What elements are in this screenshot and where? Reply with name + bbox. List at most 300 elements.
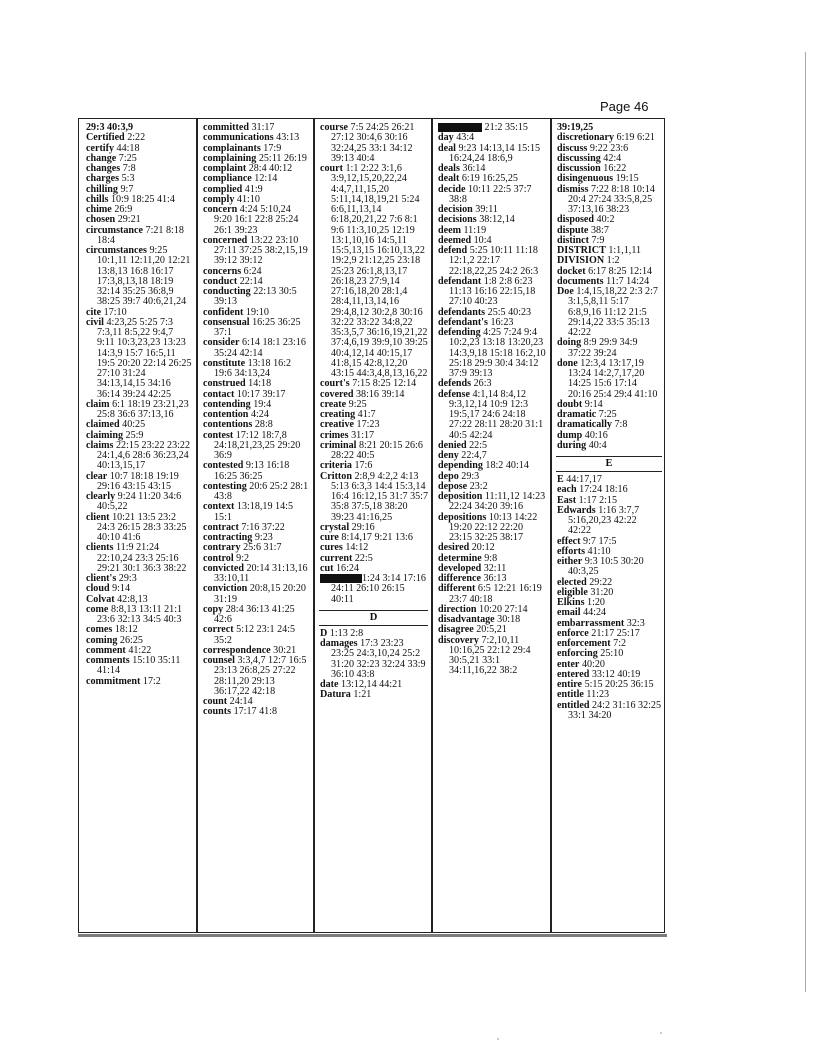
index-page-refs: 11:23 xyxy=(583,689,610,701)
index-entry xyxy=(319,472,428,523)
word-index-table xyxy=(78,118,665,933)
index-entry xyxy=(202,584,310,605)
index-page-refs: 29:3 xyxy=(458,470,480,482)
index-column-3 xyxy=(319,123,428,928)
index-page-refs: 38:12,14 xyxy=(476,214,515,226)
index-term: copy xyxy=(203,603,224,615)
index-page-refs: 17:6 xyxy=(351,460,373,472)
index-page-refs: 20:12 xyxy=(469,542,495,554)
index-page-refs: 40:16 xyxy=(582,429,608,441)
index-term: doing xyxy=(557,337,582,349)
index-page-refs: 25:9 xyxy=(123,429,144,441)
index-term: contrary xyxy=(203,542,241,554)
index-term: cures xyxy=(320,542,343,554)
index-page-refs: 42:4 xyxy=(600,152,622,164)
index-page-refs: 14:18 xyxy=(245,378,272,390)
index-letter-heading: E xyxy=(556,456,662,472)
index-term: effect xyxy=(557,535,581,547)
index-page-refs: 10:13 14:22 19:20 22:12 22:20 23:15 32:25 38:17 xyxy=(449,511,538,543)
index-term: court xyxy=(320,163,343,174)
index-page-refs: 25:11 26:19 xyxy=(256,152,307,164)
index-term: defends xyxy=(438,378,472,390)
index-term: chosen xyxy=(86,214,116,226)
index-entry xyxy=(85,605,193,626)
index-page-refs: 44:17,17 xyxy=(563,474,602,485)
index-page-refs: 7:5 24:25 26:21 27:12 30:4,6 30:16 32:24,25 33:1 34:12 39:13 40:4 xyxy=(331,122,415,164)
index-term: enforce xyxy=(557,627,589,639)
index-term: criminal xyxy=(320,439,357,451)
redaction-block xyxy=(438,123,482,132)
index-page-refs: 16:22 xyxy=(600,163,627,174)
index-page-refs: 17:3 23:23 23:25 24:3,10,24 25:2 31:20 32:23 32:24 33:9 36:10 43:8 xyxy=(331,638,426,680)
index-page-refs: 8:8,13 13:11 21:1 23:6 32:13 34:5 40:3 xyxy=(97,603,183,625)
index-term: contesting xyxy=(203,480,247,492)
index-page-refs: 7:2,10,11 10:16,25 22:12 29:4 30:5,21 33:1 34:11,16,22 38:2 xyxy=(449,634,531,677)
index-term: correspondence xyxy=(203,644,271,656)
index-page-refs: 17:12 18:7,8 24:18,21,23,25 29:20 36:9 xyxy=(214,429,301,461)
index-page-refs: 13:18 16:2 19:6 34:13,24 xyxy=(214,357,292,379)
index-term: comment xyxy=(86,644,126,656)
index-term: email xyxy=(557,607,581,619)
index-page-refs: 40:20 xyxy=(579,658,605,670)
index-entry xyxy=(85,318,193,400)
index-term: denied xyxy=(438,439,467,451)
index-page-refs: 28:4 40:12 xyxy=(246,163,293,174)
index-term: depositions xyxy=(438,511,487,523)
index-entry xyxy=(85,441,193,472)
index-term: covered xyxy=(320,388,354,400)
index-entry xyxy=(319,164,428,379)
index-term: disagree xyxy=(438,624,474,636)
index-term: complainants xyxy=(203,142,261,154)
index-entry xyxy=(85,513,193,544)
index-term: dump xyxy=(557,429,583,441)
index-page-refs: 13:18,19 14:5 15:1 xyxy=(214,501,293,523)
index-page-refs: 12:14 xyxy=(251,173,278,185)
index-term: decisions xyxy=(438,214,477,226)
index-term: cite xyxy=(86,306,102,318)
index-entry xyxy=(85,226,193,247)
index-term: chime xyxy=(86,204,112,215)
index-page-refs: 40:2 xyxy=(594,214,615,226)
index-entry xyxy=(437,513,547,544)
index-page-refs: 30:21 xyxy=(270,644,297,656)
index-term: decision xyxy=(438,204,473,215)
index-term: cloud xyxy=(86,583,110,595)
index-entry xyxy=(202,359,310,380)
index-term: defend xyxy=(438,245,468,256)
index-entry xyxy=(202,318,310,339)
index-page-refs: 36:14 xyxy=(459,163,486,174)
index-page-refs: 18:2 40:14 xyxy=(482,460,529,472)
index-page-refs: 40:25 xyxy=(119,419,146,431)
index-page-refs: 17:10 xyxy=(101,306,127,318)
index-entry xyxy=(556,701,662,722)
index-term: enforcement xyxy=(557,638,611,649)
index-entry xyxy=(202,431,310,462)
index-page-refs: 29:16 xyxy=(349,521,375,533)
index-page-refs: 9:24 11:20 34:6 40:5,22 xyxy=(97,491,182,513)
index-page-refs: 2:8,9 4:2,2 4:13 5:13 6:3,3 14:4 15:3,14 16:4 16:12,15 31:7 35:7 35:8 37:5,18 38:20 39:23 41:16,25 xyxy=(331,470,429,523)
index-letter-heading: D xyxy=(319,610,428,626)
index-page-refs: 2:22 xyxy=(124,132,146,144)
index-term: Doe xyxy=(557,286,574,297)
column-divider xyxy=(196,119,198,932)
index-entry xyxy=(556,287,662,338)
index-entry xyxy=(85,246,193,308)
index-page-refs: 6:14 18:1 23:16 35:24 42:14 xyxy=(214,337,306,359)
index-entry xyxy=(319,574,428,605)
index-term: discussing xyxy=(557,152,601,164)
index-page-refs: 10:21 13:5 23:2 24:3 26:15 28:3 33:25 40:10 41:6 xyxy=(97,511,187,543)
index-page-refs: 6:19 6:21 xyxy=(614,132,655,144)
index-page-refs: 7:21 8:18 18:4 xyxy=(97,224,184,246)
index-page-refs: 16:24 xyxy=(333,562,359,574)
index-term: current xyxy=(320,552,353,564)
index-term: Critton xyxy=(320,470,352,482)
index-page-refs: 8:21 20:15 26:6 28:22 40:5 xyxy=(331,439,423,461)
index-term: decide xyxy=(438,183,466,195)
index-term: concerns xyxy=(203,265,242,277)
index-entry xyxy=(319,690,428,700)
column-divider xyxy=(313,119,315,932)
index-page-refs: 5:3 xyxy=(119,173,135,185)
index-term: crimes xyxy=(320,429,349,441)
index-page-refs: 6:1 18:19 23:21,23 25:8 36:6 37:13,16 xyxy=(97,398,189,420)
index-entry xyxy=(202,287,310,308)
index-page-refs: 9:2 xyxy=(233,552,250,564)
index-term: dramatic xyxy=(557,409,597,420)
index-term: comply xyxy=(203,193,235,205)
index-page-refs: 28:8 xyxy=(252,419,273,431)
index-page-refs: 3:3,4,7 12:7 16:5 23:13 26:8,25 27:22 28:11,20 29:13 36:17,22 42:18 xyxy=(214,655,307,697)
index-page-refs: 4:1,14 8:4,12 9:3,12,14 10:9 12:3 19:5,17 24:6 24:18 27:22 28:11 28:20 31:1 40:5 42:24 xyxy=(449,388,544,441)
index-page-refs: 31:20 xyxy=(587,586,614,598)
index-term: defending xyxy=(438,327,481,338)
index-page-refs: 16:23 xyxy=(487,316,514,328)
index-term: DISTRICT xyxy=(557,245,606,256)
index-term: Certified xyxy=(86,132,125,144)
index-term: DIVISION xyxy=(557,255,605,267)
index-page-refs: 41:10 xyxy=(234,193,260,205)
index-page-refs: 7:25 xyxy=(116,152,137,164)
index-page-refs: 9:8 xyxy=(481,552,498,564)
index-term: entitle xyxy=(557,689,584,701)
index-page-refs: 1:2 xyxy=(604,255,620,267)
index-entry xyxy=(85,543,193,574)
index-term: correct xyxy=(203,624,234,636)
index-entry xyxy=(202,625,310,646)
index-term: changes xyxy=(86,163,121,174)
index-term: crystal xyxy=(320,521,350,533)
index-entry xyxy=(85,400,193,421)
index-term: compliance xyxy=(203,173,252,185)
index-page-refs: 1:21 xyxy=(350,689,372,701)
index-page-refs: 9:7 17:5 xyxy=(580,535,617,547)
index-page-refs: 32:3 xyxy=(624,617,645,629)
index-page-refs: 40:4 xyxy=(586,439,607,451)
index-page-refs: 38:16 39:14 xyxy=(353,388,405,400)
index-entry xyxy=(556,185,662,216)
index-term: convicted xyxy=(203,562,244,574)
index-page-refs: 17:9 xyxy=(260,142,282,154)
index-entry xyxy=(202,236,310,267)
index-term: contracting xyxy=(203,532,253,543)
index-page-refs: 9:23 14:13,14 15:15 16:24,24 18:6,9 xyxy=(449,142,541,164)
index-term: change xyxy=(86,152,117,164)
index-entry xyxy=(319,639,428,680)
index-term: either xyxy=(557,556,583,567)
index-term: contending xyxy=(203,398,251,410)
index-entry xyxy=(437,246,547,277)
index-page-refs: 13:22 23:10 27:11 37:25 38:2,15,19 39:12 39:12 xyxy=(214,234,308,267)
index-term: East xyxy=(557,494,577,506)
index-page-refs: 22:13 30:5 39:13 xyxy=(214,286,297,308)
index-term: client's xyxy=(86,573,117,584)
index-term: coming xyxy=(86,634,118,646)
index-page-refs: 22:4,7 xyxy=(458,450,487,461)
index-term: contest xyxy=(203,429,234,441)
index-page-refs: 19:10 xyxy=(243,306,269,318)
scan-speck xyxy=(660,1032,662,1034)
index-page-refs: 9:3 10:5 30:20 40:3,25 xyxy=(568,556,644,578)
index-page-refs: 7:8 xyxy=(120,163,136,174)
index-entry xyxy=(202,564,310,585)
index-entry xyxy=(85,656,193,677)
index-page-refs: 4:24 xyxy=(248,409,269,420)
index-term: chills xyxy=(86,193,109,205)
index-term: Datura xyxy=(320,689,351,701)
index-term: defendant's xyxy=(438,316,488,328)
index-term: counts xyxy=(203,706,232,718)
index-page-refs: 5:25 10:11 11:18 12:1,2 22:17 22:18,22,25 24:2 26:3 xyxy=(449,245,539,277)
index-page-refs: 21:2 35:15 xyxy=(482,122,528,133)
index-term: entitled xyxy=(557,699,590,711)
index-page-refs: 15:10 35:11 41:14 xyxy=(97,655,181,677)
index-page-refs: 18:12 xyxy=(112,624,138,636)
index-term: communications xyxy=(203,132,274,144)
index-page-refs: 29:3 xyxy=(116,573,137,584)
index-term: dramatically xyxy=(557,419,612,431)
index-page-refs: 41:9 xyxy=(242,183,263,195)
index-page-refs: 12:3,4 13:17,19 13:24 14:2,7,17,20 14:25 15:6 17:14 20:16 25:4 29:4 41:10 xyxy=(568,357,658,400)
index-term: cut xyxy=(320,562,334,574)
index-page-refs: 9:14 xyxy=(109,583,131,595)
index-term: docket xyxy=(557,265,586,277)
index-term: confident xyxy=(203,306,244,318)
index-page-refs: 17:2 xyxy=(140,675,161,687)
index-term: constitute xyxy=(203,357,246,369)
index-entry xyxy=(437,185,547,206)
index-term: discuss xyxy=(557,142,588,154)
index-entry xyxy=(437,277,547,308)
index-page-refs: 9:23 xyxy=(252,532,273,543)
index-entry xyxy=(85,472,193,493)
index-page-refs: 29:21 xyxy=(115,214,141,226)
index-term: creating xyxy=(320,409,356,420)
index-term: depose xyxy=(438,480,468,492)
index-term: developed xyxy=(438,562,482,574)
index-entry xyxy=(556,557,662,578)
index-term: eligible xyxy=(557,586,588,598)
index-term: complaining xyxy=(203,152,257,164)
index-page-refs: 39:11 xyxy=(472,204,498,215)
index-entry xyxy=(556,359,662,400)
index-page-refs: 43:13 xyxy=(273,132,300,144)
index-entry xyxy=(85,492,193,513)
index-page-refs: 20:5,21 xyxy=(473,624,507,636)
index-page-refs: 20:14 31:13,16 33:10,11 xyxy=(214,562,308,584)
index-entry xyxy=(437,144,547,165)
index-page-refs: 25:10 xyxy=(597,648,624,660)
index-column-2 xyxy=(202,123,310,928)
index-term: circumstance xyxy=(86,224,143,236)
redaction-block xyxy=(320,574,362,583)
index-page-refs: 17:17 41:8 xyxy=(231,706,278,718)
index-term: certify xyxy=(86,142,115,154)
index-term: claim xyxy=(86,398,110,410)
index-page-refs: 5:12 23:1 24:5 35:2 xyxy=(214,624,296,646)
index-page-refs: 22:5 xyxy=(466,439,488,451)
index-column-4 xyxy=(437,123,547,928)
index-page-refs: 9:25 10:1,11 12:11,20 12:21 13:8,13 16:8 16:17 17:3,8,13,18 18:19 32:14 35:25 36:8,9 38:25 39:7 40:6,21,24 xyxy=(97,245,191,308)
index-page-refs: 26:3 xyxy=(471,378,492,390)
index-entry xyxy=(202,656,310,697)
index-page-refs: 32:11 xyxy=(481,562,507,574)
index-term: enter xyxy=(557,658,580,670)
index-page-refs: 6:24 xyxy=(241,265,262,277)
index-page-refs: 4:25 7:24 9:4 10:2,23 13:18 13:20,23 14:3,9,18 15:18 16:2,10 25:18 29:9 30:4 34:12 37:9 39:13 xyxy=(449,327,546,379)
index-page-refs: 31:17 xyxy=(248,122,275,133)
index-page-refs: 20:6 25:2 28:1 43:8 xyxy=(214,480,309,502)
index-page-refs: 11:11,12 14:23 22:24 34:20 39:16 xyxy=(449,491,546,513)
index-page-refs: 24:14 xyxy=(227,696,253,707)
index-term: dealt xyxy=(438,173,460,185)
index-term: depending xyxy=(438,460,483,472)
index-term: claiming xyxy=(86,429,124,441)
index-term: conducting xyxy=(203,286,251,297)
index-term: concerned xyxy=(203,234,248,246)
index-page-refs: 7:22 8:18 10:14 20:4 27:24 33:5,8,25 37:13,16 38:23 xyxy=(568,183,655,215)
index-term: D xyxy=(320,627,328,639)
index-entry xyxy=(202,205,310,236)
index-entry xyxy=(202,482,310,503)
index-term: clearly xyxy=(86,491,116,502)
index-entry xyxy=(556,338,662,359)
index-term: clear xyxy=(86,470,108,482)
index-page-refs: 9:13 16:18 16:25 36:25 xyxy=(214,460,290,482)
index-column-1 xyxy=(85,123,193,928)
index-page-refs: 10:4 xyxy=(471,234,492,246)
index-entry xyxy=(437,328,547,379)
index-term: contact xyxy=(203,388,235,400)
index-term: each xyxy=(557,484,577,496)
index-entry xyxy=(202,605,310,626)
index-page-refs: 44:18 xyxy=(114,142,140,154)
index-page-refs: 1:24 3:14 17:16 24:11 26:10 26:15 40:11 xyxy=(331,573,426,605)
index-term: circumstances xyxy=(86,245,147,256)
index-term: contested xyxy=(203,460,244,472)
index-entry xyxy=(202,338,310,359)
index-page-refs: 31:17 xyxy=(348,429,375,441)
index-page-refs: 4:23,25 5:25 7:3 7:3,11 8:5,22 9:4,7 9:11 10:3,23,23 13:23 14:3,9 15:7 16:5,11 19:5 20:20 22:14 26:25 27:10 31:24 34:13,14,15 34:16 36:14 39:24 42:25 xyxy=(97,316,192,400)
index-page-refs: 8:14,17 9:21 13:6 xyxy=(338,532,413,543)
index-term: count xyxy=(203,696,228,707)
index-page-refs: 24:2 31:16 32:25 33:1 34:20 xyxy=(568,699,662,721)
index-term: chilling xyxy=(86,183,118,195)
index-term: date xyxy=(320,679,339,690)
index-term: Colvat xyxy=(86,593,115,605)
index-page-refs: 9:7 xyxy=(117,183,134,195)
index-term: elected xyxy=(557,576,587,588)
index-page-refs: 1:20 xyxy=(584,597,605,608)
index-page-refs: 22:14 xyxy=(237,275,263,287)
index-term: discovery xyxy=(438,634,479,646)
column-divider xyxy=(550,119,552,932)
index-term: committed xyxy=(203,122,249,133)
index-term: disposed xyxy=(557,214,595,226)
index-page-refs: 9:25 xyxy=(346,398,367,410)
index-term: determine xyxy=(438,552,482,564)
index-page-refs: 26:9 xyxy=(111,204,133,215)
index-term: complied xyxy=(203,183,243,195)
index-page-refs: 8:9 29:9 34:9 37:22 39:24 xyxy=(568,337,638,359)
index-page-refs: 1:1 2:22 3:1,6 3:9,12,15,20,22,24 4:4,7,11,15,20 5:11,14,18,19,21 5:24 6:6,11,13,14 6:18,20,21,22 7:6 8:1 9:6 11:3,10,25 12:19 13:1,10,16 14:5,11 15:5,13,15 16:10,13,22 19:2,9 21:12,25 23:18 25:23 26:1,8,13,17 26:18,23 27:9,14 27:16,18,20 28:1,4 28:4,11,13,14,16 29:4,8,12 30:2,8 30:16 32:22 33:22 34:8,22 35:3,5,7 36:16,19,21,22 37:4,6,19 39:9,10 39:25 40:4,12,14 40:15,17 41:8,15 42:8,12,20 43:15 44:3,4,8,13,16,22 xyxy=(331,163,428,379)
index-page-refs: 9:22 23:6 xyxy=(587,142,629,154)
index-page-refs: 5:15 20:25 36:15 xyxy=(582,679,654,690)
index-entry xyxy=(85,677,193,687)
index-page-refs: 14:12 xyxy=(342,542,369,554)
index-page-refs: 42:8,13 xyxy=(114,593,148,605)
index-entry xyxy=(556,441,662,451)
index-term: E xyxy=(557,474,564,485)
index-page-refs: 26:25 xyxy=(117,634,143,646)
index-term: deem xyxy=(438,224,461,236)
index-entry xyxy=(437,636,547,677)
index-page-refs: 16:25 36:25 37:1 xyxy=(214,316,301,338)
index-term: counsel xyxy=(203,655,235,666)
index-page-refs: 10:7 18:18 19:19 29:16 43:15 43:15 xyxy=(97,470,179,492)
index-page-refs: 9:14 xyxy=(582,398,603,410)
index-page-refs: 10:9 18:25 41:4 xyxy=(108,193,175,205)
index-page-refs: 36:13 xyxy=(480,573,507,584)
scan-edge-line xyxy=(805,52,806,992)
index-page-refs: 22:15 23:22 23:22 24:1,4,6 28:6 36:23,24 40:13,15,17 xyxy=(97,439,191,472)
index-term: client xyxy=(86,511,110,523)
index-page-refs: 41:7 xyxy=(355,409,376,420)
index-term: consider xyxy=(203,337,240,349)
index-term: discretionary xyxy=(557,132,615,144)
index-page-refs: 20:8,15 20:20 31:19 xyxy=(214,583,306,605)
index-term: conviction xyxy=(203,583,248,595)
scan-speck xyxy=(497,1038,499,1040)
index-page-refs: 7:25 xyxy=(596,409,617,420)
index-term: damages xyxy=(320,638,358,649)
index-term: come xyxy=(86,603,109,615)
index-term: charges xyxy=(86,173,120,185)
index-term: done xyxy=(557,357,578,369)
index-page-refs: 43:4 xyxy=(453,132,475,144)
index-term: entire xyxy=(557,679,583,690)
index-term: dispute xyxy=(557,224,589,236)
index-page-refs: 17:23 xyxy=(354,419,380,431)
index-page-refs: 1:1,1,11 xyxy=(605,245,642,256)
index-term: course xyxy=(320,122,349,133)
index-page-refs: 7:8 xyxy=(611,419,628,431)
index-term: construed xyxy=(203,378,246,390)
index-term: during xyxy=(557,439,587,451)
index-page-refs: 13:12,14 44:21 xyxy=(338,679,403,690)
